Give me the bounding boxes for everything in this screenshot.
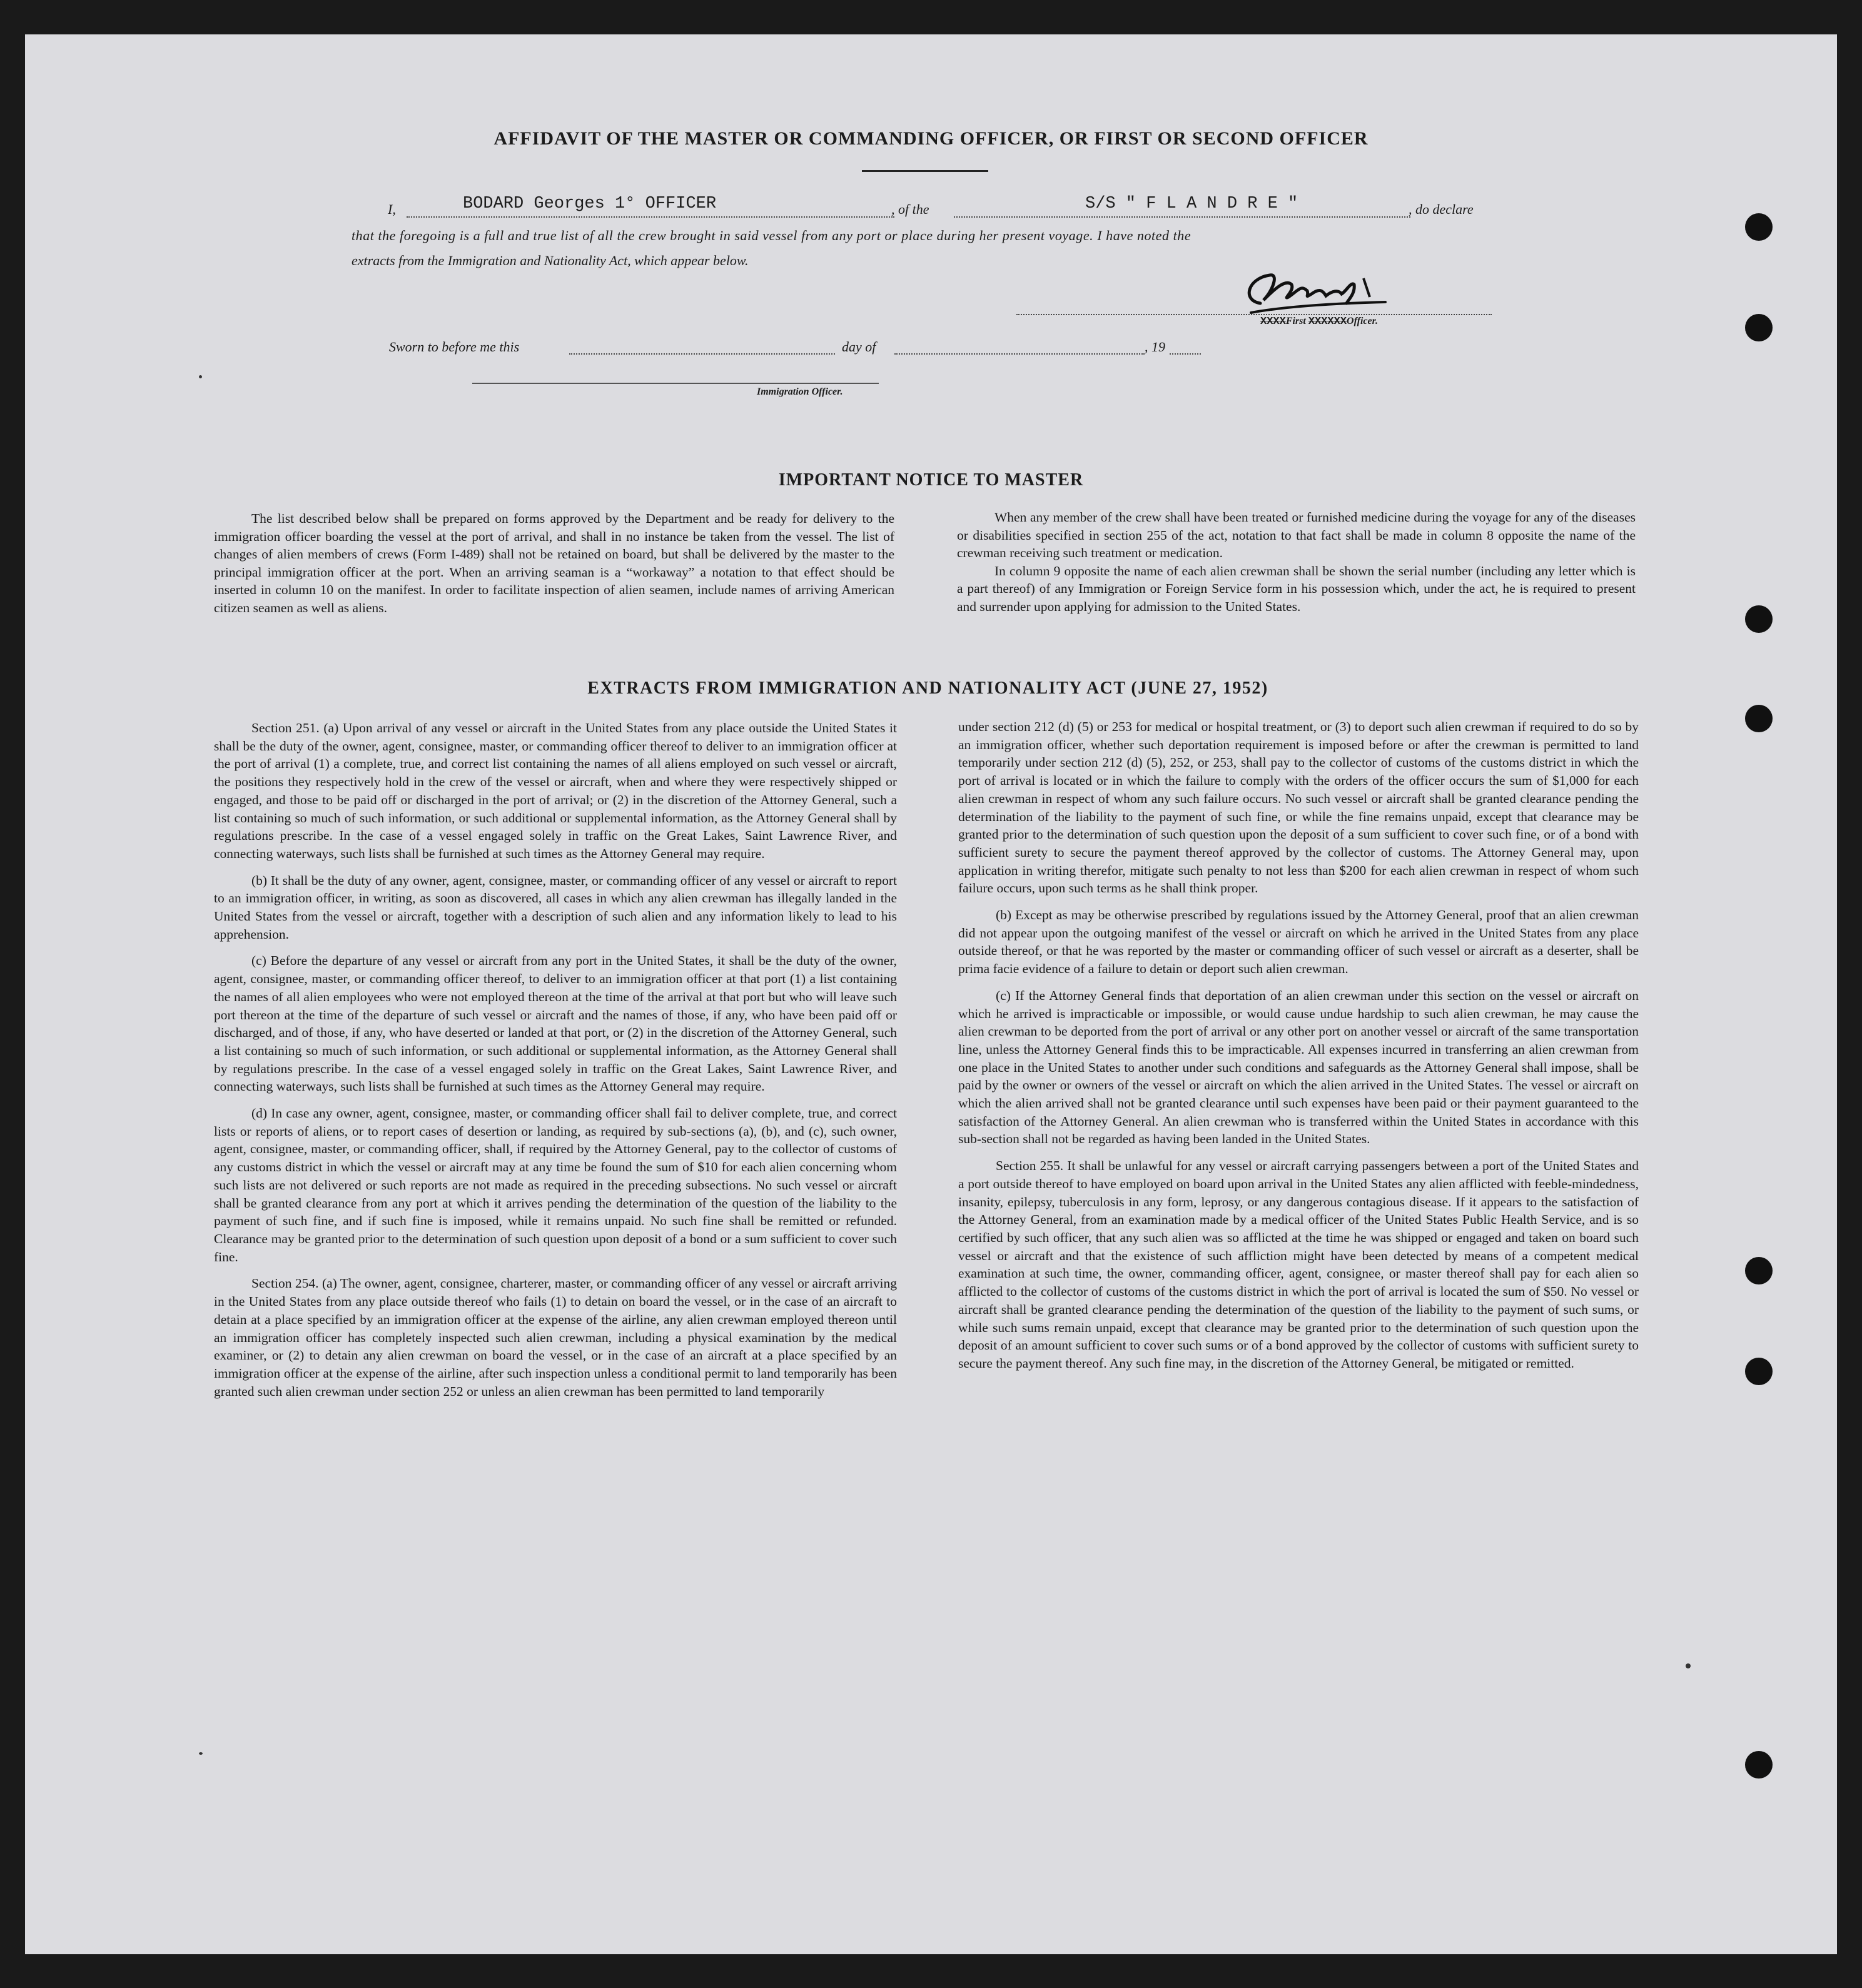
notice-right-paragraph-2: In column 9 opposite the name of each alien crewman shall be shown the serial number (including any letter which is a part thereof) of any Immigration or Foreign Service form in his possession which, under the act, he is required to present and surrender upon applying for admission to the United States. (957, 563, 1636, 614)
signature-line (1016, 314, 1492, 315)
notice-left-paragraph: The list described below shall be prepared on forms approved by the Department and be ready for delivery to the immigration officer boarding the vessel at the port of arrival, and shall in no instance be taken from the vessel. The list of changes of alien members of crews (Form I-489) shall not be retained on board, but shall be delivered by the master to the principal immigration officer at the port. When an arriving seaman is a “workaway” a notation to that effect should be inserted in column 10 on the manifest. In order to facilitate inspection of alien seamen, include names of arriving American citizen seamen as well as aliens. (214, 511, 894, 615)
speck (199, 1752, 203, 1755)
binder-hole (1745, 705, 1773, 732)
year-line (1170, 353, 1201, 355)
binder-hole (1745, 1257, 1773, 1284)
notice-left-column (214, 510, 894, 617)
section-251c: (c) Before the departure of any vessel or aircraft from any port in the United States, it shall be the duty of the owner, agent, consignee, master, or commanding officer thereof, to deliver to an immigration officer at that port (1) a list containing the names of all alien employees who were not employed thereon at the time of the arrival at that port but who will leave such port thereon at the time of the departure of such vessel or aircraft and the names of those, if any, who have been paid off or discharged, and of those, if any, who have deserted or landed at that port, or (2) in the discretion of the Attorney General, such a list containing so much of such information, or such additional or supplemental information, as the Attorney General shall by regulations prescribe. In the case of a vessel engaged solely in traffic on the Great Lakes, Saint Lawrence River, and connecting waterways, such lists shall be furnished at such times as the Attorney General may require. (214, 953, 897, 1094)
vessel-line (954, 216, 1410, 218)
section-254a: Section 254. (a) The owner, agent, consignee, charterer, master, or commanding officer of any vessel or aircraft arriving in the United States from any place outside thereof who fails (1) to detain on board the vessel, or in the case of an aircraft to detain at a place specified by an immigration officer at the expense of the airline, any alien crewman employed thereon until an immigration officer has completely inspected such alien crewman, including a physical examination by the medical examiner, or (2) to detain any alien crewman on board the vessel, or in the case of an aircraft at a place specified by an immigration officer at the expense of the airline, after such inspection unless a conditional permit to land temporarily has been granted such alien crewman under section 252 or unless an alien crewman has been permitted to land temporarily (214, 1276, 897, 1399)
section-254b: (b) Except as may be otherwise prescribed by regulations issued by the Attorney General, proof that an alien crewman did not appear upon the outgoing manifest of the vessel or aircraft on which he arrived in the United States from any place outside thereof, or that he was reported by the master or commanding officer of such vessel or aircraft as a deserter, shall be prima facie evidence of a failure to detain or deport such alien crewman. (958, 907, 1639, 977)
section-254c: (c) If the Attorney General finds that deportation of an alien crewman under this section on the vessel or aircraft on which he arrived is impracticable or impossible, or would cause undue hardship to such alien crewman, he may cause the alien crewman to be deported from the port of arrival or any other port on another vessel or aircraft of the same transportation line, unless the Attorney General finds this to be impracticable. All expenses incurred in transferring an alien crewman from one place in the United States to another under such conditions and safeguards as the Attorney General shall impose, shall be paid by the owner or owners of the vessel or aircraft on which the alien arrived in the United States. The vessel or aircraft on which the alien arrived shall not be granted clearance until such expenses have been paid or their payment guaranteed to the satisfaction of the Attorney General. An alien crewman who is transferred within the United States in accordance with this sub-section shall not be regarded as having been landed in the United States. (958, 987, 1639, 1147)
extracts-right-column (958, 718, 1639, 1373)
vessel-value[interactable]: S/S " F L A N D R E " (1085, 194, 1298, 213)
affidavit-title: AFFIDAVIT OF THE MASTER OR COMMANDING OFFICER, OR FIRST OR SECOND OFFICER (493, 128, 1369, 149)
binder-hole (1745, 605, 1773, 633)
sworn-label: Sworn to before me this (389, 339, 520, 355)
section-251d: (d) In case any owner, agent, consignee, master, or commanding officer shall fail to deliver complete, true, and correct lists or reports of aliens, or to report cases of desertion or landing, as required by sub-sections (a), (b), and (c), such owner, agent, consignee, master, or commanding officer, shall, if required by the Attorney General, pay to the collector of customs of any customs district in which the vessel or aircraft may at any time be found the sum of $10 for each alien concerning whom such lists are not delivered or such reports are not made as required in the preceding subsections. No such vessel or aircraft shall be granted clearance from any port at which it arrives pending the determination of the question of the liability to the payment of such fine, and if such fine is imposed, while it remains unpaid. No such fine shall be remitted or refunded. Clearance may be granted prior to the determination of such question upon deposit of a bond or a sum sufficient to cover such fine. (214, 1106, 897, 1264)
section-255: Section 255. It shall be unlawful for any vessel or aircraft carrying passengers between a port of the United States and a port outside thereof to have employed on board upon arrival in the United States any alien afflicted with feeble-mindedness, insanity, epilepsy, tuberculosis in any form, leprosy, or any dangerous contagious disease. If it appears to the satisfaction of the Attorney General, from an examination made by a medical officer of the United States Public Health Service, and is so certified by such officer, that any such alien was so afflicted at the time he was shipped or engaged and taken on board such vessel or aircraft and that the existence of such affliction might have been detected by means of a competent medical examination at such time, the owner, commanding officer, agent, consignee, or master thereof shall pay for each alien so afflicted to the collector of customs of the customs district in which the port of arrival is located the sum of $50. No vessel or aircraft shall be granted clearance pending the determination of the question of the liability to the payment of such sums, or while such sums remain unpaid, except that clearance may be granted prior to the determination of such question upon the deposit of an amount sufficient to cover such sums or of a bond approved by the collector of customs with sufficient surety to secure the payment thereof. Any such fine may, in the discretion of the Attorney General, be mitigated or remitted. (958, 1158, 1639, 1371)
statement-line-1: that the foregoing is a full and true list of all the crew brought in said vessel from any port or place during her present voyage. I have noted the (352, 228, 1192, 243)
speck (1686, 1663, 1691, 1668)
notice-right-paragraph-1: When any member of the crew shall have been treated or furnished medicine during the voyage for any of the diseases or disabilities specified in section 255 of the act, notation to that fact shall be made in column 8 opposite the name of the crewman receiving such treatment or medication. (957, 510, 1636, 560)
title-rule (862, 170, 988, 172)
month-line (894, 353, 1145, 355)
statement-line-2: extracts from the Immigration and Nationality Act, which appear below. (352, 253, 749, 268)
section-251a: Section 251. (a) Upon arrival of any vessel or aircraft in the United States from any place outside the United States it shall be the duty of the owner, agent, consignee, master, or commanding officer thereof to deliver to an immigration officer at the port of arrival (1) a complete, true, and correct list containing the names of all aliens employed on such vessel or aircraft, the positions they respectively hold in the crew of the vessel or aircraft, when and where they were respectively shipped or engaged, and those to be paid off or discharged in the port of arrival; or (2) in the discretion of the Attorney General, such a list containing so much of such information, or such additional or supplemental information, as the Attorney General shall by regulations prescribe. In the case of a vessel engaged solely in traffic on the Great Lakes, Saint Lawrence River, and connecting waterways, such lists shall be furnished at such times as the Attorney General may require. (214, 720, 897, 861)
section-251b: (b) It shall be the duty of any owner, agent, consignee, master, or commanding officer of any vessel or aircraft to report to an immigration officer, in writing, as soon as discovered, all cases in which any alien crewman has illegally landed in the United States from the vessel or aircraft, together with a description of such alien and any information likely to lead to his apprehension. (214, 872, 897, 942)
year-label: , 19 (1145, 339, 1165, 355)
immigration-officer-label: Immigration Officer. (757, 386, 843, 397)
extracts-title: EXTRACTS FROM IMMIGRATION AND NATIONALITY ACT (JUNE 27, 1952) (587, 679, 1268, 698)
extracts-left-column (214, 719, 897, 1400)
section-254a-continued: under section 212 (d) (5) or 253 for medical or hospital treatment, or (3) to deport such alien crewman if required to do so by an immigration officer, whether such deportation requirement is imposed before or after the crewman is permitted to land temporarily under section 212 (d) (5), 252, or 253, shall pay to the collector of customs of the customs district in which the port of arrival is located or in which the failure to comply with the orders of the officer occurs the sum of $1,000 for each alien crewman in respect of whom any such failure occurs. No such vessel or aircraft shall be granted clearance pending the determination of the liability to the payment of such fine, or while the fine remains unpaid, except that clearance may be granted prior to the determination of such question upon the deposit of a sum sufficient to cover such fine, or of a bond with sufficient surety to secure the payment thereof approved by the collector of customs. The Attorney General may, upon application in writing therefor, mitigate such penalty to not less than $200 for each alien crewman in respect of whom such failure occurs, upon such terms as he shall think proper. (958, 719, 1639, 896)
notice-title: IMPORTANT NOTICE TO MASTER (778, 470, 1084, 490)
name-line (407, 216, 894, 218)
of-the-label: , of the (891, 201, 929, 217)
day-of-label: day of (842, 339, 876, 355)
do-declare-label: , do declare (1409, 201, 1474, 217)
notice-right-column (957, 508, 1636, 615)
sworn-day-line (569, 353, 835, 355)
binder-hole (1745, 1751, 1773, 1779)
name-value[interactable]: BODARD Georges 1° OFFICER (463, 194, 717, 213)
signature-title: XXXXFirst XXXXXXOfficer. (1260, 316, 1378, 328)
binder-hole (1745, 213, 1773, 241)
binder-hole (1745, 314, 1773, 341)
speck (199, 375, 202, 378)
binder-hole (1745, 1358, 1773, 1385)
immigration-officer-line (472, 383, 879, 384)
i-label: I, (388, 201, 396, 217)
